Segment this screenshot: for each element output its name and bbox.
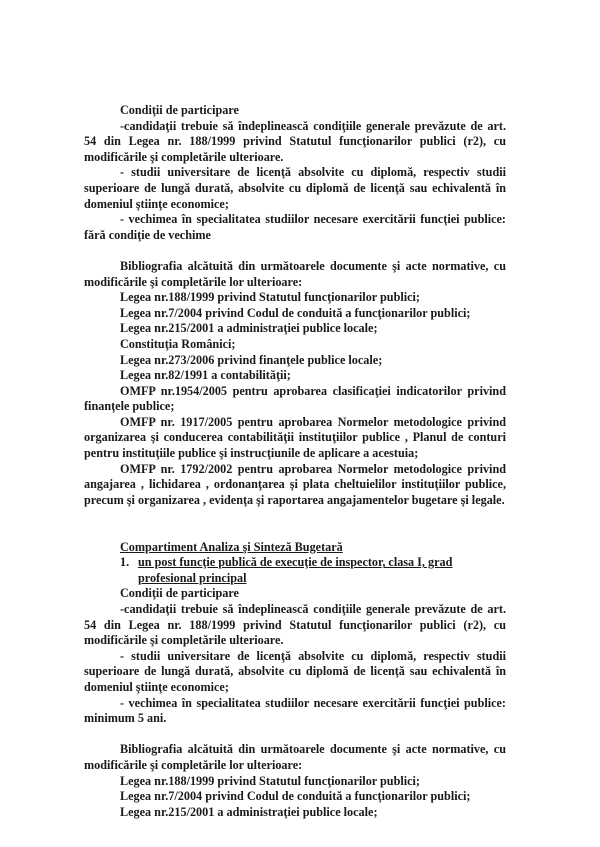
bibliography-intro: Bibliografia alcătuită din următoarele documente şi acte normative, cu modificările şi completările lor ulterioare:	[84, 742, 506, 772]
condition-studies: - studii universitare de licenţă absolvite cu diplomă, respectiv studii superioare de lungă durată, absolvite cu diplomă de licenţă sau echivalentă în domeniul ştiinţe economice;	[84, 165, 506, 211]
bibliography-item: Legea nr.188/1999 privind Statutul funcţionarilor publici;	[120, 773, 420, 788]
position-title: un post funcţie publică de execuţie de inspector, clasa I, grad profesional principal	[138, 555, 453, 585]
bibliography-item: Constituţia Românici;	[120, 336, 236, 351]
position-number: 1.	[120, 555, 130, 570]
bibliography-item: OMFP nr. 1792/2002 pentru aprobarea Normelor metodologice privind angajarea , lichidarea , ordonanţarea şi plata cheltuielilor instituţiilor publice, precum şi organizarea , evidenţa şi raportarea angajamentelor bugetare şi legale.	[84, 461, 506, 507]
conditions-title: Condiţii de participare	[120, 586, 239, 601]
condition-seniority: - vechimea în specialitatea studiilor necesare exercitării funcţiei publice: minimum 5 ani.	[84, 695, 506, 726]
document-page	[84, 103, 506, 820]
condition-general: -candidaţii trebuie să îndeplinească condiţiile generale prevăzute de art. 54 din Legea nr. 188/1999 privind Statutul funcţionarilor publici (r2), cu modificările şi completările ulterioare.	[84, 118, 506, 164]
bibliography-item: Legea nr.273/2006 privind finanţele publice locale;	[120, 352, 383, 367]
bibliography-item: Legea nr.82/1991 a contabilităţii;	[120, 368, 291, 383]
bibliography-intro: Bibliografia alcătuită din următoarele documente şi acte normative, cu modificările şi completările lor ulterioare:	[84, 258, 506, 289]
condition-seniority: - vechimea în specialitatea studiilor necesare exercitării funcţiei publice: fără condiţie de vechime	[84, 212, 506, 242]
bibliography-item: Legea nr.7/2004 privind Codul de conduită a funcţionarilor publici;	[120, 789, 471, 804]
department-heading: Compartiment Analiza şi Sinteză Bugetară	[120, 539, 343, 554]
bibliography-item: OMFP nr.1954/2005 pentru aprobarea clasificaţiei indicatorilor privind finanţele publice;	[84, 383, 506, 414]
bibliography-item: Legea nr.215/2001 a administraţiei publice locale;	[120, 804, 378, 819]
condition-studies: - studii universitare de licenţă absolvite cu diplomă, respectiv studii superioare de lungă durată, absolvite cu diplomă de licenţă sau echivalentă în domeniul ştiinţe economice;	[84, 648, 506, 694]
bibliography-item: Legea nr.7/2004 privind Codul de conduită a funcţionarilor publici;	[120, 305, 471, 320]
conditions-title: Condiţii de participare	[120, 103, 239, 117]
bibliography-item: Legea nr.215/2001 a administraţiei publice locale;	[120, 321, 378, 336]
position-item	[84, 555, 506, 586]
condition-general: -candidaţii trebuie să îndeplinească condiţiile generale prevăzute de art. 54 din Legea nr. 188/1999 privind Statutul funcţionarilor publici (r2), cu modificările şi completările ulterioare.	[84, 602, 506, 648]
bibliography-item: OMFP nr. 1917/2005 pentru aprobarea Normelor metodologice privind organizarea şi conducerea contabilităţii instituţiilor publice , Planul de conturi pentru instituţiile publice şi instrucţiunile de aplicare a acestuia;	[84, 414, 506, 461]
bibliography-item: Legea nr.188/1999 privind Statutul funcţionarilor publici;	[120, 290, 420, 305]
